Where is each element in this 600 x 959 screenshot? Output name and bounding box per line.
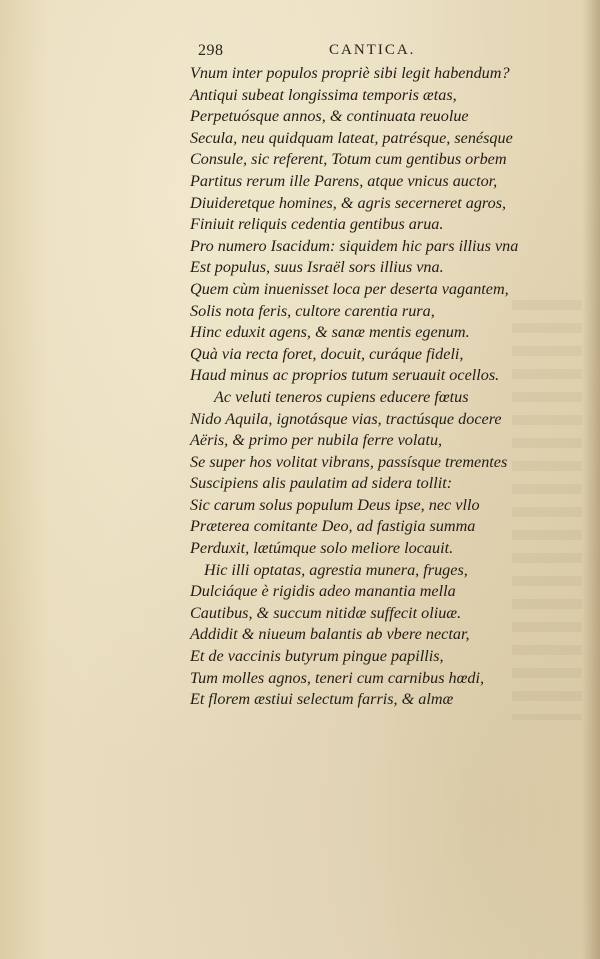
verse-line: Finiuit reliquis cedentia gentibus arua. [190, 215, 444, 234]
verse-line: Ac veluti teneros cupiens educere fœtus [214, 387, 469, 406]
verse-line: Perduxit, lætúmque solo meliore locauit. [190, 539, 454, 558]
running-title: CANTICA. [329, 42, 416, 58]
verse-line: Solis nota feris, cultore carentia rura, [190, 301, 435, 320]
verse-line: Dulciáque è rigidis adeo manantia mella [190, 582, 456, 601]
verse-line: Partitus rerum ille Parens, atque vnicus auctor, [190, 171, 498, 190]
verse-line: Et de vaccinis butyrum pingue papillis, [190, 647, 444, 666]
verse-line: Hic illi optatas, agrestia munera, fruges, [204, 560, 468, 579]
verse-line: Vnum inter populos propriè sibi legit habendum? [190, 64, 510, 82]
verse-line: Antiqui subeat longissima temporis ætas, [190, 85, 457, 104]
verse-line: Perpetuósque annos, & continuata reuolue [190, 107, 469, 126]
verse-line: Quà via recta foret, docuit, curáque fideli, [190, 344, 464, 363]
verse-line: Diuideretque homines, & agris secerneret agros, [190, 193, 507, 212]
verse-line: Tum molles agnos, teneri cum carnibus hœdi, [190, 668, 485, 687]
verse-line: Aëris, & primo per nubila ferre volatu, [190, 431, 443, 450]
page-number: 298 [198, 42, 224, 59]
verse-line: Consule, sic referent, Totum cum gentibus orbem [190, 150, 507, 169]
verse-line: Hinc eduxit agens, & sanæ mentis egenum. [190, 323, 470, 342]
verse-line: Addidit & niueum balantis ab vbere nectar, [190, 625, 470, 644]
verse-line: Pro numero Isacidum: siquidem hic pars illius vna [190, 236, 519, 255]
verse-line: Secula, neu quidquam lateat, patrésque, senésque [190, 128, 513, 147]
verse-line: Præterea comitante Deo, ad fastigia summa [190, 517, 476, 536]
verse-line: Haud minus ac proprios tutum seruauit ocellos. [190, 366, 500, 385]
verse-line: Suscipiens alis paulatim ad sidera tollit: [190, 474, 453, 493]
verse-line: Cautibus, & succum nitidæ suffecit oliuæ. [190, 603, 462, 622]
verse-line: Nido Aquila, ignotásque vias, tractúsque docere [190, 409, 502, 428]
page-header [198, 42, 438, 64]
verse-line: Est populus, suus Israël sors illius vna. [190, 258, 444, 277]
verse-line: Quem cùm inuenisset loca per deserta vagantem, [190, 279, 509, 298]
verse-text [190, 63, 550, 711]
verse-line: Et florem æstiui selectum farris, & almæ [190, 690, 454, 709]
verse-line: Se super hos volitat vibrans, passísque trementes [190, 452, 508, 471]
verse-line: Sic carum solus populum Deus ipse, nec vllo [190, 495, 480, 514]
